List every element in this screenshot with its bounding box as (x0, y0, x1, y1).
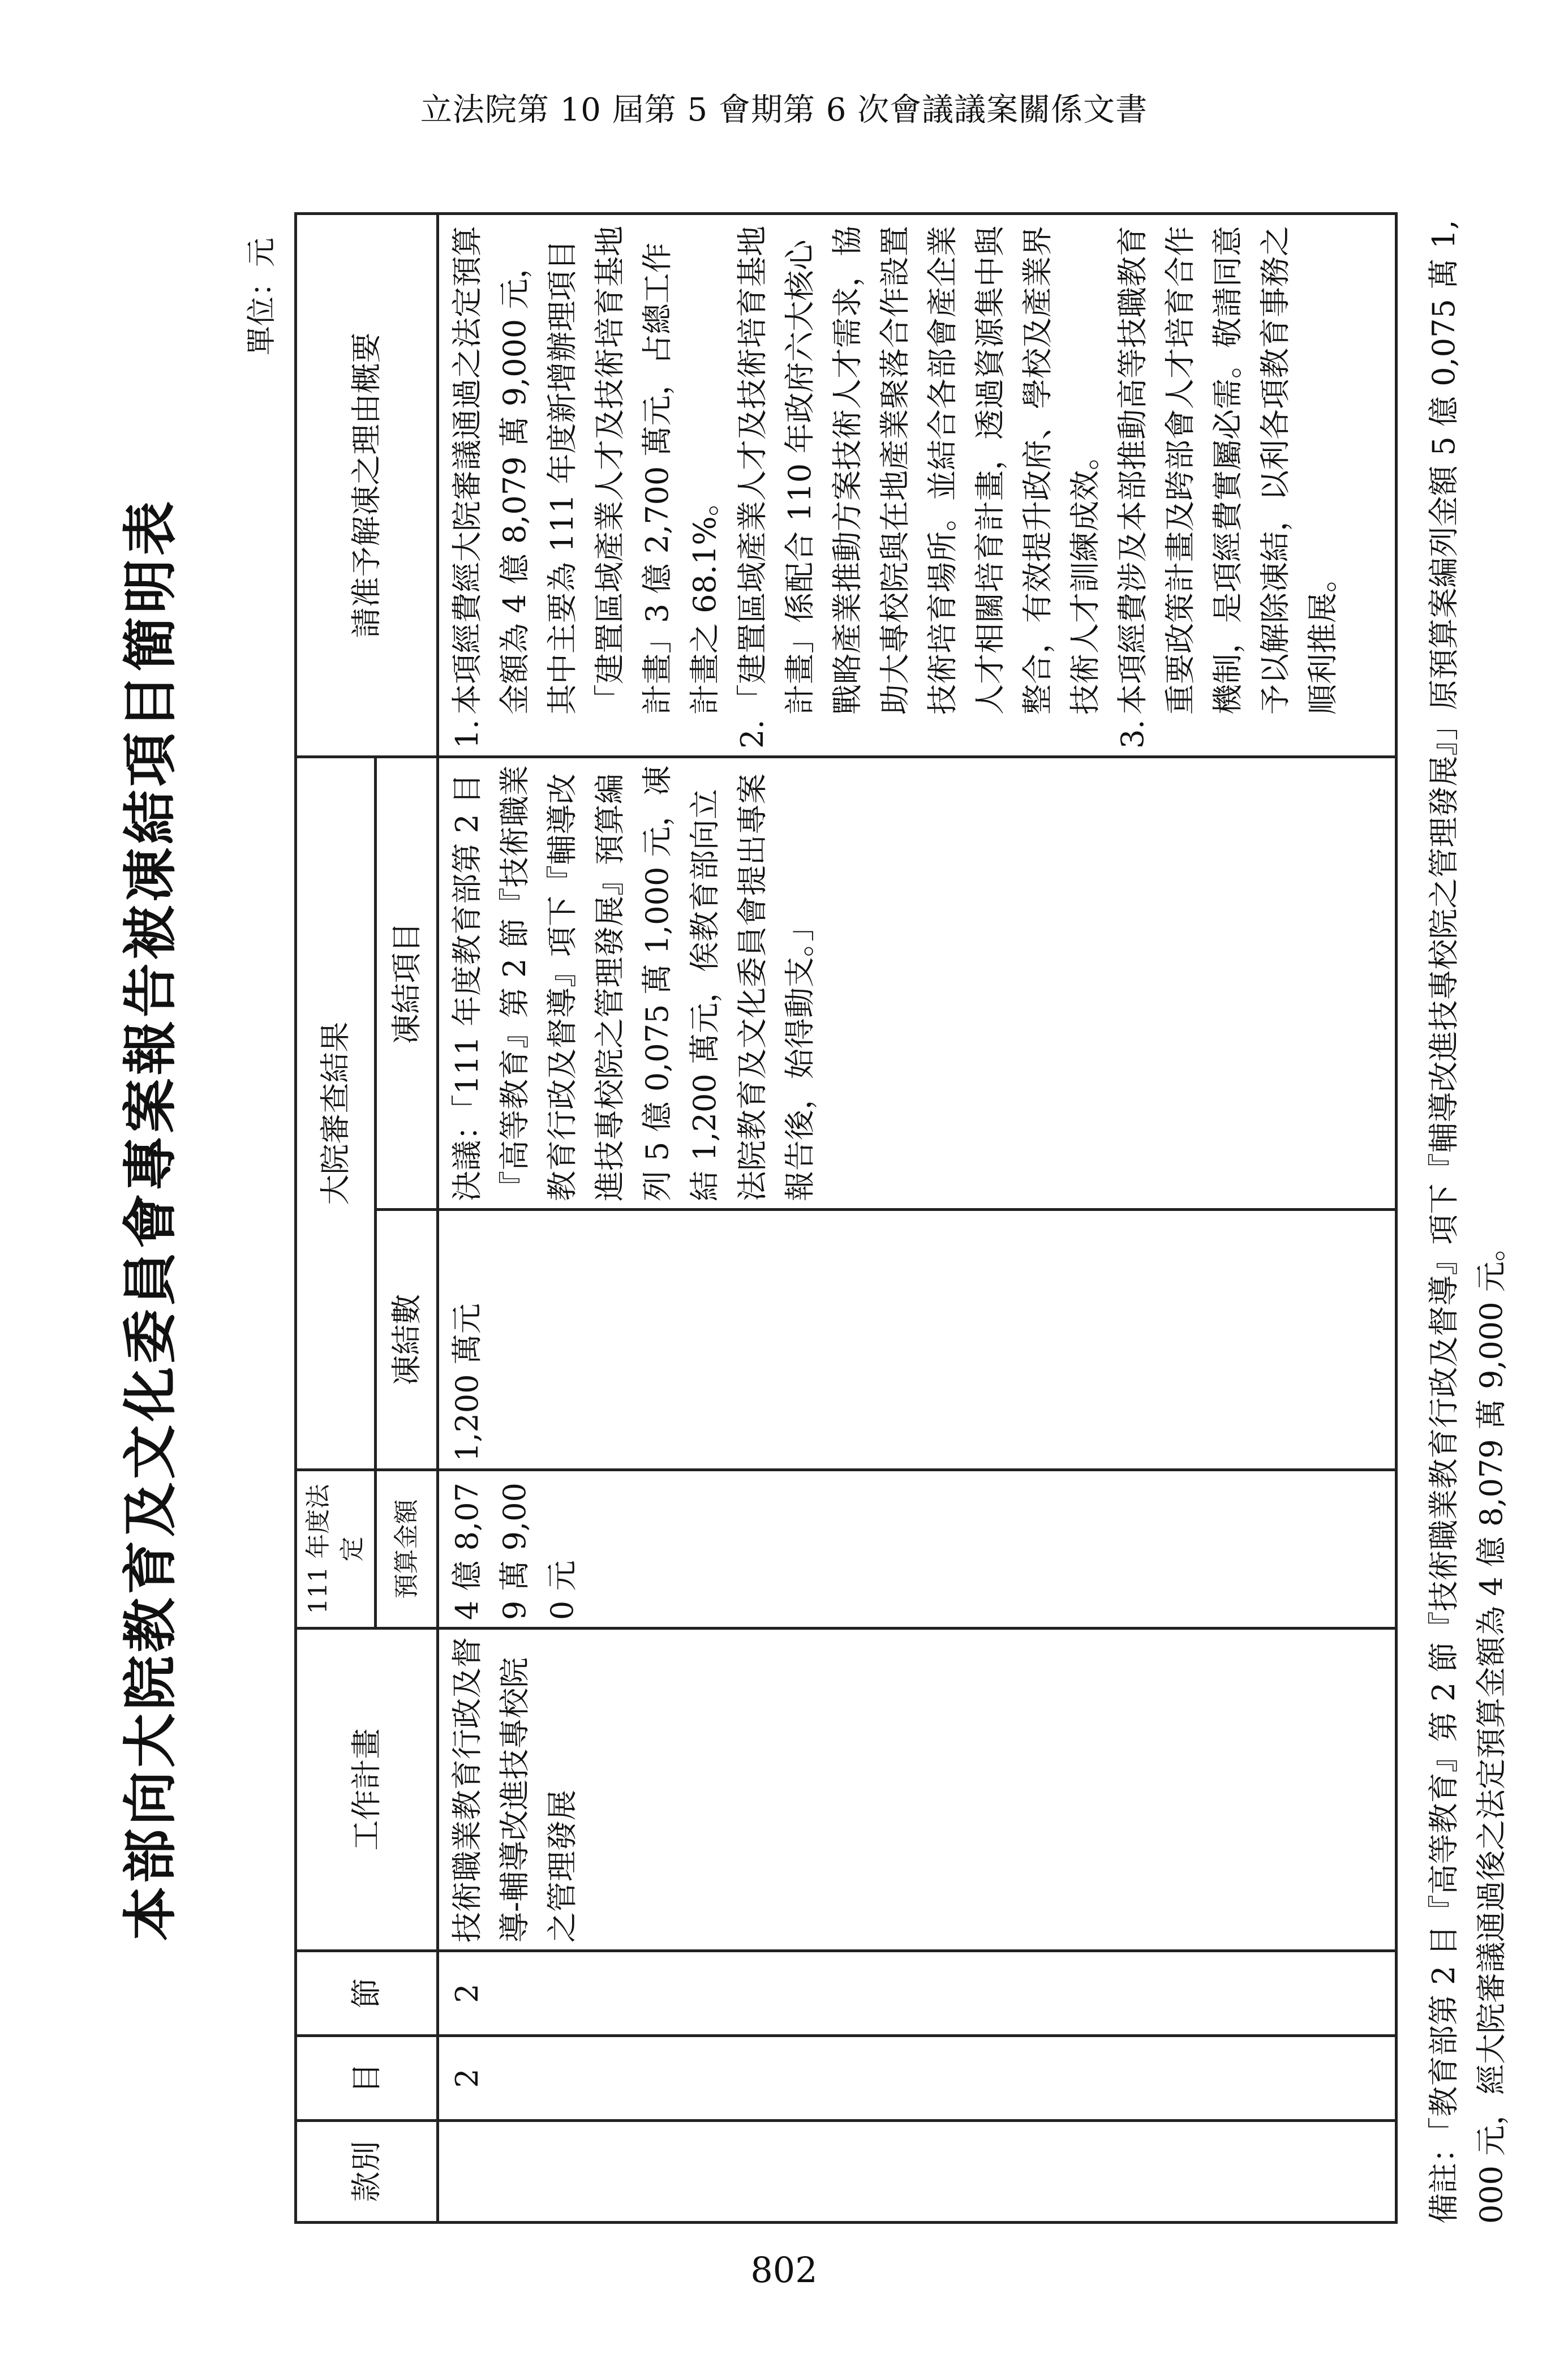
header-reason: 請准予解凍之理由概要 (296, 214, 438, 757)
header-frozen-item: 凍結項目 (376, 757, 438, 1210)
header-budget-amount: 預算金額 (376, 1470, 438, 1629)
rotated-table-page (96, 215, 1567, 2224)
footnote: 備註：「教育部第 2 目『高等教育』第 2 節『技術職業教育行政及督導』項下『輔導改進技專校院之管理發展』」原預算案編列金額 5 億 0,075 萬 1,000 元，經大院審議通過後之法定預算金額為 4 億 8,079 萬 9,000 元。 (1426, 220, 1509, 2224)
reason-text: 「建置區域產業人才及技術培育基地計畫」係配合 110 年政府六大核心戰略產業推動方案技術人才需求，協助大專校院與在地產業聚落合作設置技術培育場所。並結合各部會產企業人才相關培育計畫，透過資源集中與整合，有效提升政府、學校及產業界技術人才訓練成效。 (734, 226, 1103, 715)
reason-number: 3. (1115, 719, 1150, 749)
cell-reason (438, 214, 1397, 757)
document-title: 本部向大院教育及文化委員會專案報告被凍結項目簡明表 (118, 498, 182, 1941)
reason-number: 2. (734, 719, 770, 749)
reason-text: 本項經費經大院審議通過之法定預算金額為 4 億 8,079 萬 9,000 元，其中主要為 111 年度新增辦理項目「建置區域產業人才及技術培育基地計畫」3 億 2,700 萬元，占總工作計畫之 68.1%。 (449, 226, 723, 715)
header-review-result: 大院審查結果 (296, 757, 376, 1470)
header-frozen-amount: 凍結數 (376, 1210, 438, 1470)
header-budget-group: 111 年度法定 (296, 1470, 376, 1629)
cell-work-plan: 技術職業教育行政及督導-輔導改進技專校院之管理發展 (438, 1629, 1397, 1951)
reason-text: 本項經費涉及本部推動高等技職教育重要政策計畫及跨部會人才培育合作機制，是項經費實屬必需。敬請同意予以解除凍結，以利各項教育事務之順利推展。 (1115, 226, 1341, 715)
unit-label: 單位：元 (245, 238, 279, 356)
table-row (438, 214, 1397, 2223)
header-item: 目 (296, 2036, 438, 2121)
cell-frozen-amount: 1,200 萬元 (438, 1210, 1397, 1470)
list-item (444, 222, 729, 749)
header-work-plan: 工作計畫 (296, 1629, 438, 1951)
cell-budget: 4 億 8,079 萬 9,000 元 (438, 1470, 1397, 1629)
page-number: 802 (750, 2249, 818, 2291)
cell-item: 2 (438, 2036, 1397, 2121)
reason-list (444, 222, 1347, 749)
cell-section: 2 (438, 1951, 1397, 2036)
header-section: 節 (296, 1951, 438, 2036)
list-item (1109, 222, 1347, 749)
cell-category (438, 2121, 1397, 2223)
running-head: 立法院第 10 屆第 5 會期第 6 次會議議案關係文書 (420, 92, 1148, 128)
cell-frozen-item: 決議：「111 年度教育部第 2 目『高等教育』第 2 節『技術職業教育行政及督導』項下『輔導改進技專校院之管理發展』預算編列 5 億 0,075 萬 1,000 元，凍結 1,200 萬元，俟教育部向立法院教育及文化委員會提出專案報告後，始得動支。」 (438, 757, 1397, 1210)
header-category: 款別 (296, 2121, 438, 2223)
reason-number: 1. (449, 719, 485, 749)
frozen-items-table (294, 212, 1398, 2224)
list-item (729, 222, 1109, 749)
